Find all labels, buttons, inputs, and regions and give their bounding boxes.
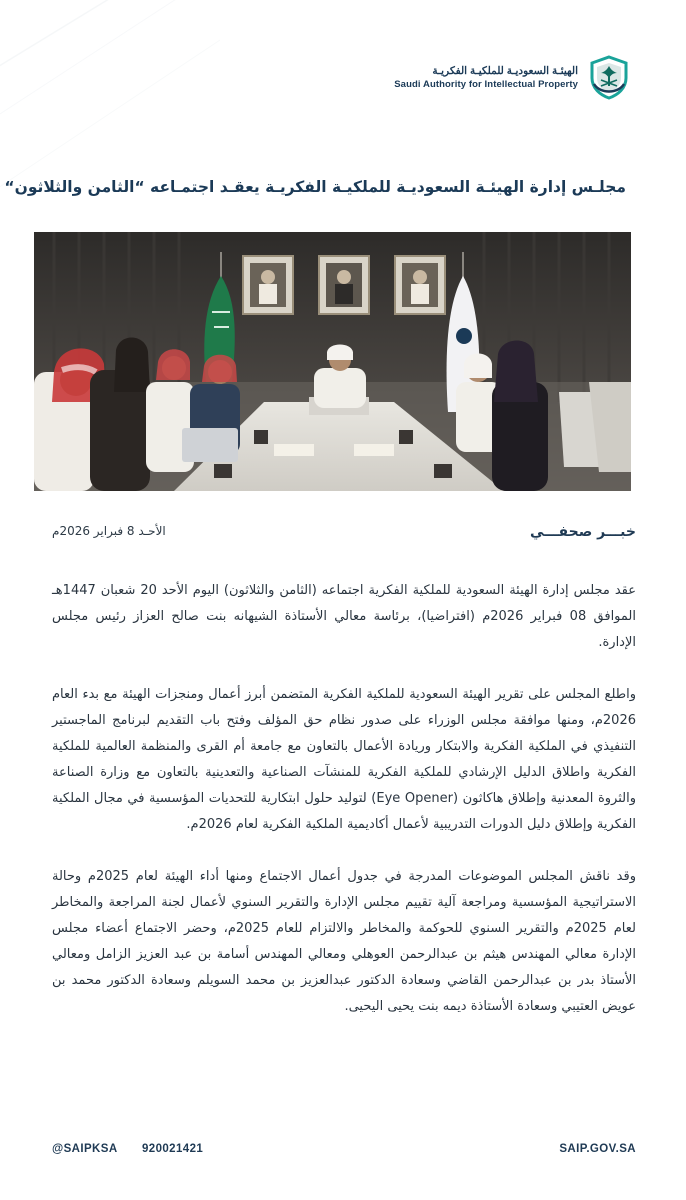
- social-handle-link[interactable]: @SAIPKSA: [52, 1143, 118, 1155]
- meeting-photo: [34, 232, 631, 491]
- news-category-label: خبـــر صحفـــي: [530, 524, 636, 540]
- background-streak-decoration: [0, 0, 220, 240]
- saip-logo: [394, 52, 632, 102]
- logo-name-arabic: الهيئـة السعوديـة للملكيـة الفكريـة: [432, 64, 578, 77]
- article-paragraph: واطلع المجلس على تقرير الهيئة السعودية للملكية الفكرية المتضمن أبرز أعمال ومنجزات الهيئة مع بدء العام 2026م، ومنها موافقة مجلس الوزراء على صدور نظام حق المؤلف وفتح باب التقديم لبرنامج الماجستير التنفيذي في الملكية الفكرية والابتكار وريادة الأعمال بالتعاون مع جامعة أم القرى والمنظمة العالمية للملكية الفكرية واطلاق الدليل الإرشادي للملكية الفكرية للمنشآت الصناعية والتعدينية بالتعاون مع وزارة الصناعة والثروة المعدنية وإطلاق هاكاثون (Eye Opener) لتوليد حلول ابتكارية للتحديات المؤسسية في مجال الملكية الفكرية وإطلاق دليل الدورات التدريبية لأعمال أكاديمية الملكية الفكرية لعام 2026م.: [52, 687, 636, 832]
- logo-name-english: Saudi Authority for Intellectual Property: [394, 78, 578, 90]
- website-link[interactable]: SAIP.GOV.SA: [559, 1143, 636, 1155]
- portrait-frames: [243, 256, 445, 314]
- article-paragraph: وقد ناقش المجلس الموضوعات المدرجة في جدول أعمال الاجتماع ومنها أداء الهيئة لعام 2025م وحالة الاستراتيجية المؤسسية ومراجعة آلية تقييم مجلس الإدارة والتقرير السنوي لأعمال لجنة المراجعة والمخاطر لعام 2025م والتقرير السنوي للحوكمة والمخاطر والالتزام للعام 2025م، وحضر الاجتماع أعضاء مجلس الإدارة معالي المهندس هيثم بن عبدالرحمن العوهلي ومعالي المهندس أسامة بن عبد العزيز الزامل ومعالي الأستاذ بدر بن عبدالرحمن القاضي وسعادة الدكتور عبدالعزيز بن محمد السويلم وسعادة الدكتور محمد بن عويض العتيبي وسعادة الأستاذة ديمه بنت يحيى اليحيى.: [52, 869, 637, 1014]
- article-body: [52, 578, 636, 1046]
- publish-date: الأحـد 8 فبراير 2026م: [52, 524, 166, 538]
- phone-number[interactable]: 920021421: [142, 1143, 204, 1155]
- meeting-photo-illustration: [34, 232, 631, 491]
- footer: [52, 1143, 636, 1161]
- headline: مجلـس إدارة الهيئـة السعوديـة للملكيـة الفكريـة يعقـد اجتمـاعه “الثامن والثلاثون“: [4, 178, 626, 196]
- logo-text: [394, 65, 578, 90]
- article-paragraph: عقد مجلس إدارة الهيئة السعودية للملكية الفكرية اجتماعه (الثامن والثلاثون) اليوم الأحد 20 شعبان 1447هـ الموافق 08 فبراير 2026م (افتراضيا)، برئاسة معالي الأستاذة الشيهانه بنت صالح العزاز رئيس مجلس الإدارة.: [52, 583, 636, 650]
- saip-emblem-icon: [586, 54, 632, 100]
